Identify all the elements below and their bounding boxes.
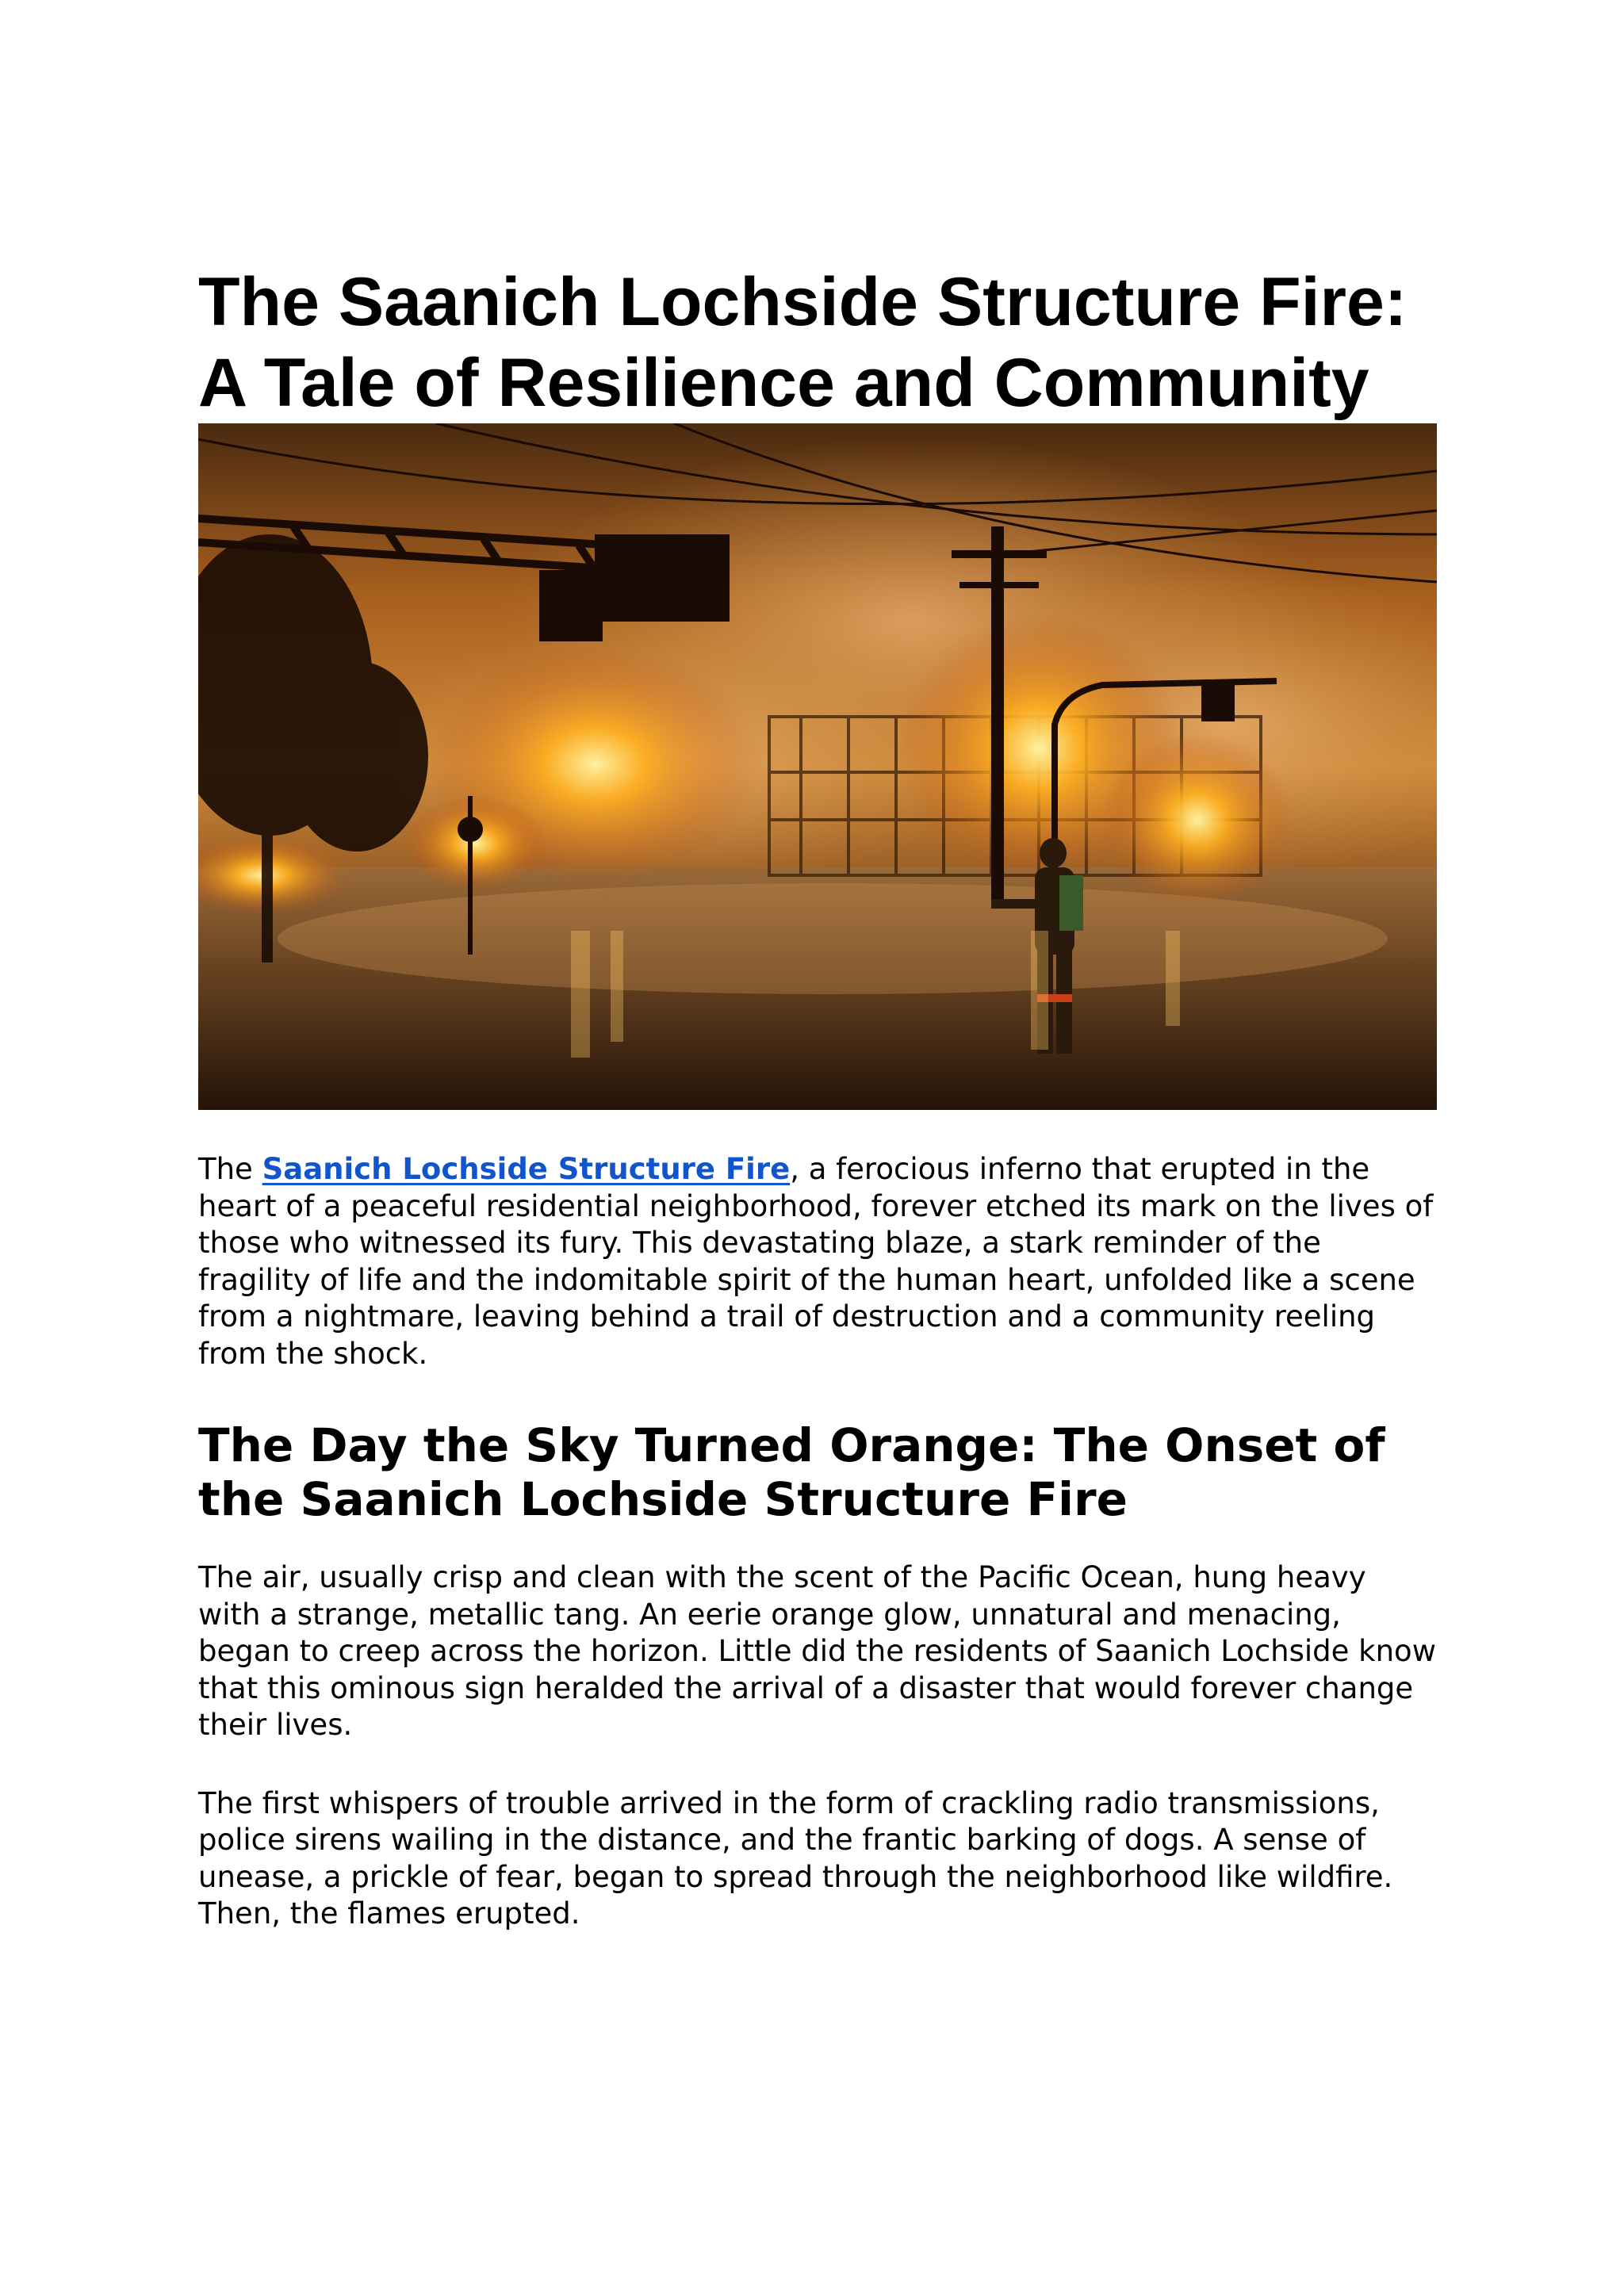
body-paragraph: The air, usually crisp and clean with the scent of the Pacific Ocean, hung heavy with a strange, metallic tang. An eerie orange glow, unnatural and menacing, began to creep across the horizon. Little did the residents of Saanich Lochside know that this ominous sign heralded the arrival of a disaster that would forever change their lives. [198, 1560, 1436, 1742]
article [198, 262, 1437, 1933]
intro-suffix: , a ferocious inferno that erupted in the heart of a peaceful residential neighborhood, forever etched its mark on the lives of those who witnessed its fury. This devastating blaze, a stark reminder of the fragility of life and the indomitable spirit of the human heart, unfolded like a scene from a nightmare, leaving behind a trail of destruction and a community reeling from the shock. [198, 1152, 1434, 1371]
intro-prefix: The [198, 1152, 262, 1186]
fire-scene-photo-icon [198, 423, 1437, 1110]
body-paragraph: The first whispers of trouble arrived in the form of crackling radio transmissions, police sirens wailing in the distance, and the frantic barking of dogs. A sense of unease, a prickle of fear, began to spread through the neighborhood like wildfire. Then, the flames erupted. [198, 1785, 1393, 1931]
article-title: The Saanich Lochside Structure Fire: A Tale of Resilience and Community [198, 264, 1408, 421]
intro-paragraph [198, 1151, 1437, 1372]
article-link[interactable]: Saanich Lochside Structure Fire [262, 1152, 791, 1186]
section-heading: The Day the Sky Turned Orange: The Onset of the Saanich Lochside Structure Fire [198, 1418, 1385, 1526]
